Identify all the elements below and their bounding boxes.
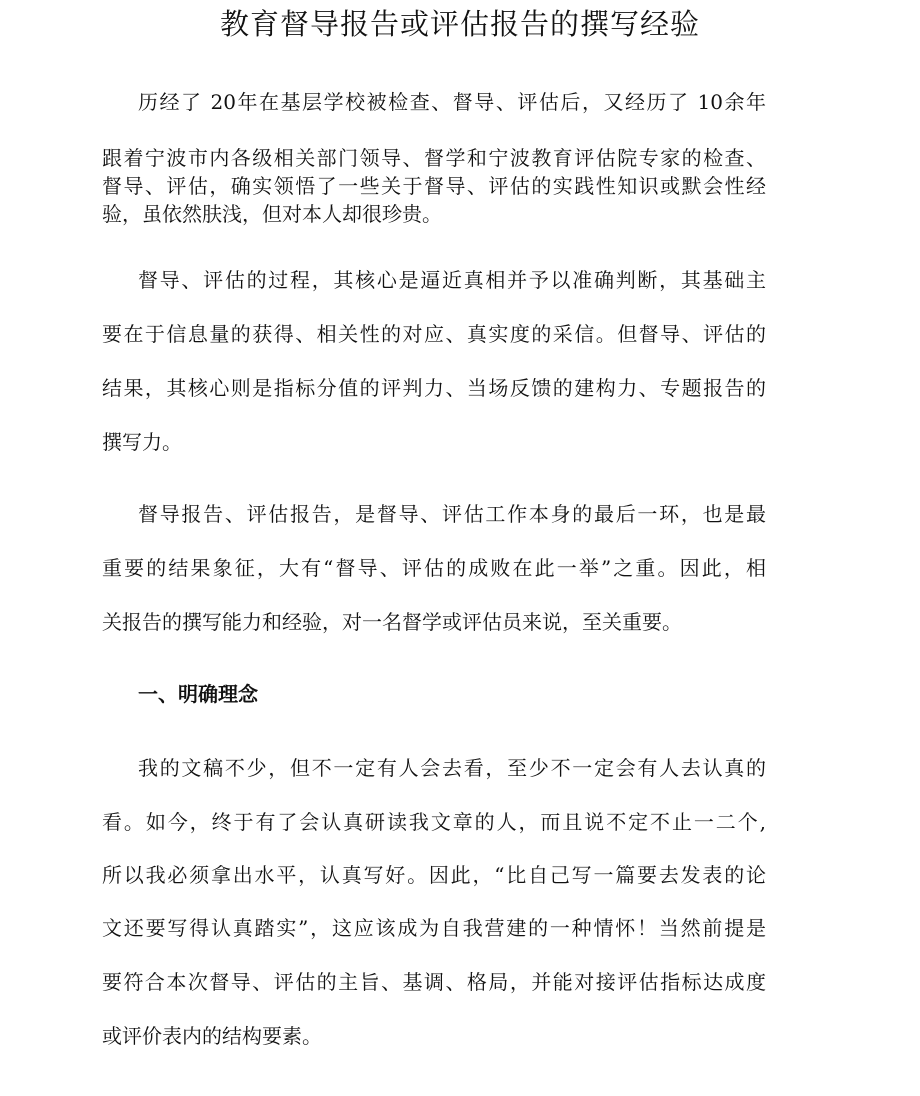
paragraph-1-line-2: 跟着宁波市内各级相关部门领导、督学和宁波教育评估院专家的检查、 <box>102 146 766 170</box>
paragraph-1-line-3: 督导、评估，确实领悟了一些关于督导、评估的实践性知识或默会性经 <box>102 174 766 198</box>
paragraph-3-line-1: 督导报告、评估报告，是督导、评估工作本身的最后一环，也是最 <box>138 502 766 526</box>
paragraph-4-line-5: 要符合本次督导、评估的主旨、基调、格局，并能对接评估指标达成度 <box>102 970 766 994</box>
paragraph-4-line-6: 或评价表内的结构要素。 <box>102 1024 322 1048</box>
document-title: 教育督导报告或评估报告的撰写经验 <box>219 7 700 41</box>
paragraph-4-line-3: 所以我必须拿出水平，认真写好。因此，“比自己写一篇要去发表的论 <box>102 863 766 887</box>
paragraph-4-line-4: 文还要写得认真踏实”，这应该成为自我营建的一种情怀！当然前提是 <box>102 916 766 940</box>
paragraph-1-line-4: 验，虽依然肤浅，但对本人却很珍贵。 <box>102 202 442 226</box>
paragraph-2-line-3: 结果，其核心则是指标分值的评判力、当场反馈的建构力、专题报告的 <box>102 376 766 400</box>
paragraph-2-line-4: 撰写力。 <box>102 430 182 454</box>
paragraph-3-line-2: 重要的结果象征，大有“督导、评估的成败在此一举”之重。因此，相 <box>102 556 766 580</box>
paragraph-4-line-1: 我的文稿不少，但不一定有人会去看，至少不一定会有人去认真的 <box>138 756 766 780</box>
paragraph-4-line-2: 看。如今，终于有了会认真研读我文章的人，而且说不定不止一二个, <box>102 810 766 834</box>
section-heading: 一、明确理念 <box>138 682 258 706</box>
paragraph-1-line-1: 历经了 20年在基层学校被检查、督导、评估后，又经历了 10余年 <box>138 90 766 114</box>
paragraph-2-line-1: 督导、评估的过程，其核心是逼近真相并予以准确判断，其基础主 <box>138 268 766 292</box>
paragraph-3-line-3: 关报告的撰写能力和经验，对一名督学或评估员来说，至关重要。 <box>102 610 682 634</box>
paragraph-2-line-2: 要在于信息量的获得、相关性的对应、真实度的采信。但督导、评估的 <box>102 322 766 346</box>
